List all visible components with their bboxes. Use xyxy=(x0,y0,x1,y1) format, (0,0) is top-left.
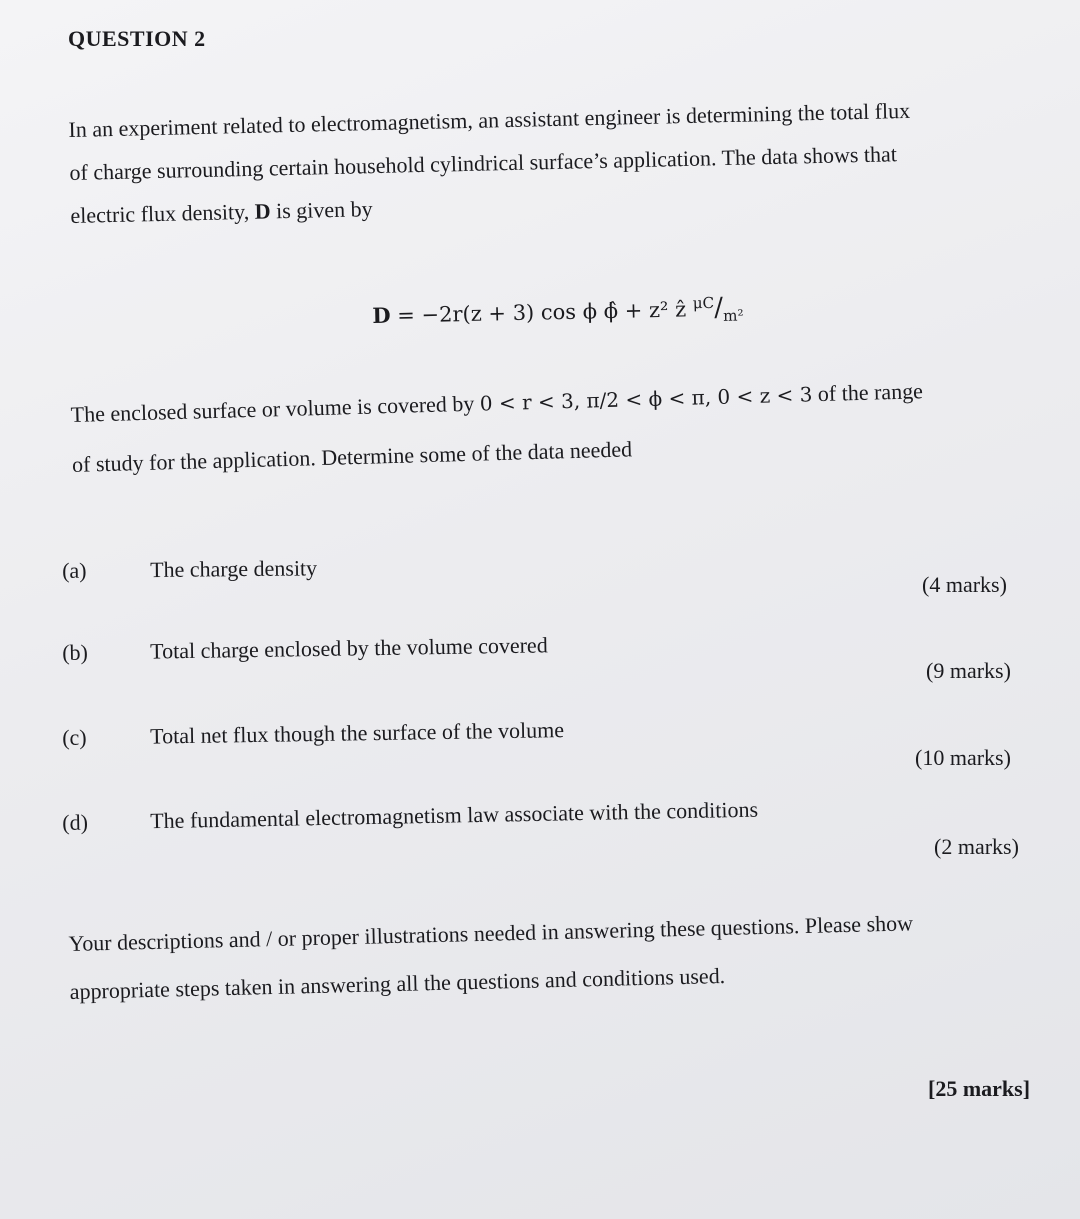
part-b-text: Total charge enclosed by the volume covered xyxy=(149,632,548,664)
part-c-label: (c) xyxy=(62,724,87,750)
equation-rhs: = −2r(z + 3) cos ϕ ϕ̂ + z² ẑ xyxy=(390,297,694,328)
part-a-marks: (4 marks) xyxy=(922,572,1007,597)
range-paragraph xyxy=(70,363,1032,490)
intro-line-2: of charge surrounding certain household cylindrical surface’s application. The data shows that xyxy=(69,141,898,185)
intro-line-1: In an experiment related to electromagnetism, an assistant engineer is determining the total flux xyxy=(68,97,911,142)
part-a-label: (a) xyxy=(62,557,87,583)
equation-unit-slash: / xyxy=(713,292,724,323)
part-b-marks: (9 marks) xyxy=(926,658,1011,683)
closing-paragraph xyxy=(68,896,1050,1016)
intro-line-3-pre: electric flux density, xyxy=(70,198,255,228)
range-line-2: of study for the application. Determine some of the data needed xyxy=(71,436,633,477)
range-pre: The enclosed surface or volume is covered by xyxy=(70,390,481,427)
part-c-marks: (10 marks) xyxy=(915,745,1011,770)
part-d-label: (d) xyxy=(62,809,89,835)
part-b-label: (b) xyxy=(62,639,89,665)
intro-line-3-post: is given by xyxy=(270,196,373,224)
closing-line-1: Your descriptions and / or proper illustrations needed in answering these questions. Please show xyxy=(68,910,914,956)
flux-density-equation xyxy=(372,292,744,332)
part-d-marks: (2 marks) xyxy=(934,834,1019,859)
part-c-text: Total net flux though the surface of the volume xyxy=(149,717,565,749)
intro-paragraph xyxy=(68,87,1011,237)
equation-unit-numerator: μC xyxy=(692,293,715,313)
question-title: QUESTION 2 xyxy=(68,26,206,51)
total-marks: [25 marks] xyxy=(928,1076,1031,1101)
range-math: 0 < r < 3, π/2 < ϕ < π, 0 < z < 3 xyxy=(479,382,813,416)
flux-density-symbol: D xyxy=(254,198,271,224)
equation-lhs: D xyxy=(372,302,391,328)
equation-unit-denominator: m² xyxy=(722,306,744,325)
part-d-text: The fundamental electromagnetism law associate with the conditions xyxy=(149,796,759,834)
closing-line-2: appropriate steps taken in answering all the questions and conditions used. xyxy=(69,962,726,1004)
part-a-text: The charge density xyxy=(149,555,318,583)
range-post: of the range xyxy=(811,378,924,407)
